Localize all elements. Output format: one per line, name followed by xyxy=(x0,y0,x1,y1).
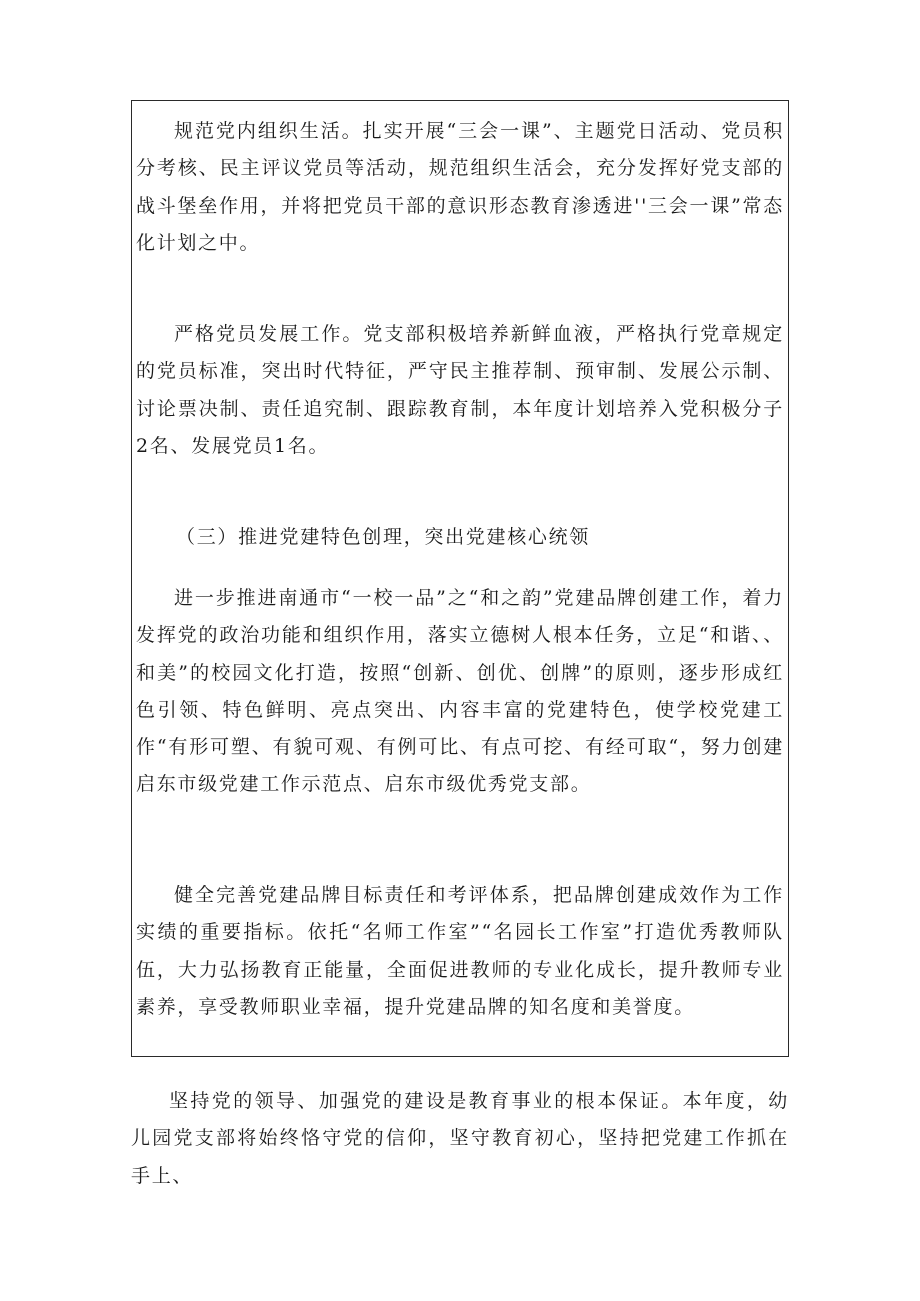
paragraph-brand-building: 进一步推进南通市“一校一品”之“和之韵”党建品牌创建工作，着力发挥党的政治功能和组织作用，落实立德树人根本任务，立足“和谐、、和美”的校园文化打造，按照“创新、创优、创牌”的原则，逐步形成红色引领、特色鲜明、亮点突出、内容丰富的党建特色，使学校党建工作“有形可塑、有貌可观、有例可比、有点可挖、有经可取“，努力创建启东市级党建工作示范点、启东市级优秀党支部。 xyxy=(136,587,784,796)
paragraph-closing: 坚持党的领导、加强党的建设是教育事业的根本保证。本年度，幼儿园党支部将始终恪守党的信仰，坚守教育初心，坚持把党建工作抓在手上、 xyxy=(131,1090,789,1187)
paragraph-evaluation-system: 健全完善党建品牌目标责任和考评体系，把品牌创建成效作为工作实绩的重要指标。依托“名师工作室”“名园长工作室”打造优秀教师队伍，大力弘扬教育正能量，全面促进教师的专业化成长，提升教师专业素养，享受教师职业幸福，提升党建品牌的知名度和美誉度。 xyxy=(136,884,784,1018)
paragraph-organization-life: 规范党内组织生活。扎实开展“三会一课”、主题党日活动、党员积分考核、民主评议党员等活动，规范组织生活会，充分发挥好党支部的战斗堡垒作用，并将把党员干部的意识形态教育渗透进''三会一课”常态化计划之中。 xyxy=(136,120,784,254)
section-heading: （三）推进党建特色创理，突出党建核心统领 xyxy=(176,526,591,548)
paragraph-member-development: 严格党员发展工作。党支部积极培养新鲜血液，严格执行党章规定的党员标准，突出时代特征，严守民主推荐制、预审制、发展公示制、讨论票决制、责任追究制、跟踪教育制，本年度计划培养入党积极分子2名、发展党员1名。 xyxy=(136,323,784,457)
